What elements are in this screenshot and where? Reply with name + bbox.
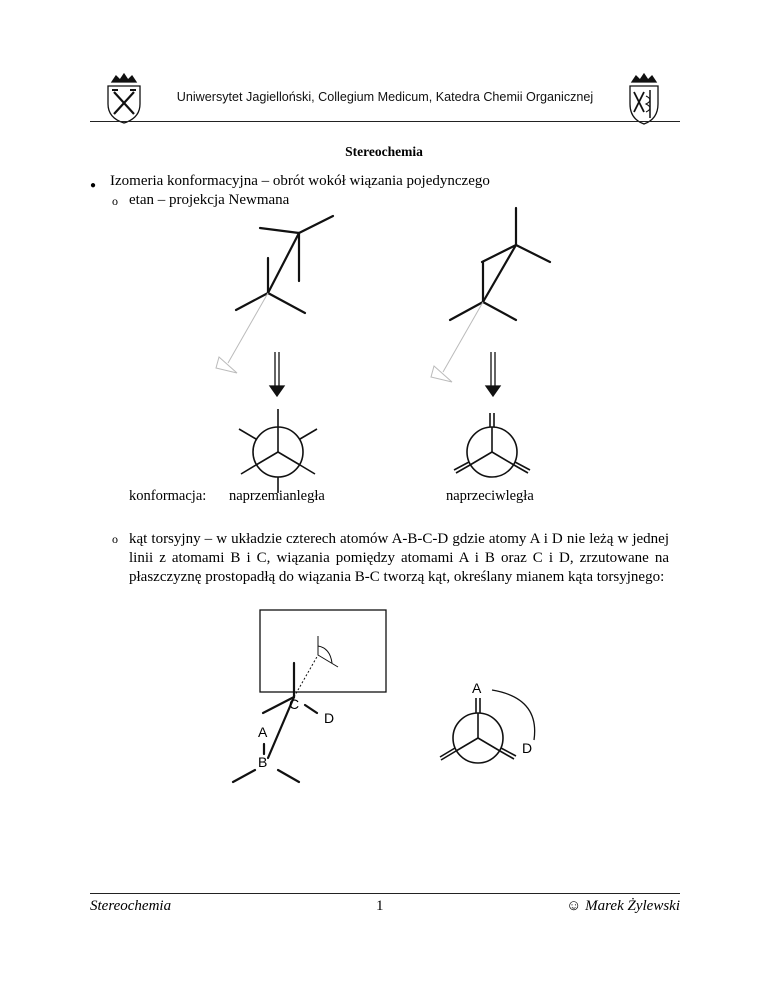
newman-d-label: D	[522, 740, 533, 756]
staggered-label: naprzemianległa	[229, 488, 325, 504]
footer-rule	[90, 893, 680, 894]
view-arrow-eclipsed	[431, 302, 483, 382]
projected-angle	[318, 636, 338, 667]
newman-torsion	[440, 690, 535, 763]
section-heading: Izomeria konformacyjna – obrót wokół wiązania pojedynczego	[110, 173, 490, 189]
newman-a-label: A	[472, 680, 482, 696]
bullet-marker: ●	[90, 180, 97, 191]
atom-d-label: D	[324, 710, 335, 726]
newman-eclipsed	[454, 413, 530, 477]
projection-line	[294, 655, 318, 697]
sub-bullet-marker: o	[112, 194, 118, 208]
atom-b-label: B	[258, 754, 268, 770]
arrow-down-icon	[486, 352, 500, 396]
atom-c-label: C	[289, 696, 300, 712]
page-number: 1	[376, 898, 384, 914]
sawhorse-staggered	[236, 216, 333, 313]
header-institution: Uniwersytet Jagielloński, Collegium Medicum, Katedra Chemii Organicznej	[176, 90, 594, 104]
sawhorse-eclipsed	[450, 208, 550, 320]
torsion-model	[233, 663, 317, 782]
page-title: Stereochemia	[345, 144, 423, 159]
footer-title: Stereochemia	[90, 898, 172, 914]
sub-bullet-marker: o	[112, 532, 118, 546]
atom-a-label: A	[258, 724, 268, 740]
footer-author: ☺ Marek Żylewski	[566, 898, 680, 914]
projection-plane	[260, 610, 386, 692]
view-arrow-staggered	[216, 293, 268, 373]
eclipsed-label: naprzeciwległa	[446, 488, 534, 504]
conformation-label: konformacja:	[129, 488, 207, 504]
arrow-down-icon	[270, 352, 284, 396]
torsion-definition: kąt torsyjny – w układzie czterech atomów A-B-C-D gdzie atomy A i D nie leżą w jednej linii z atomami B i C, wiązania pomiędzy atomami A i B oraz C i D, zrzutowane na płaszczyznę prostopadłą do wiązania B-C tworzą kąt, określany mianem kąta torsyjnego:	[129, 531, 669, 585]
newman-staggered	[239, 409, 317, 493]
section-subheading: etan – projekcja Newmana	[129, 192, 290, 208]
